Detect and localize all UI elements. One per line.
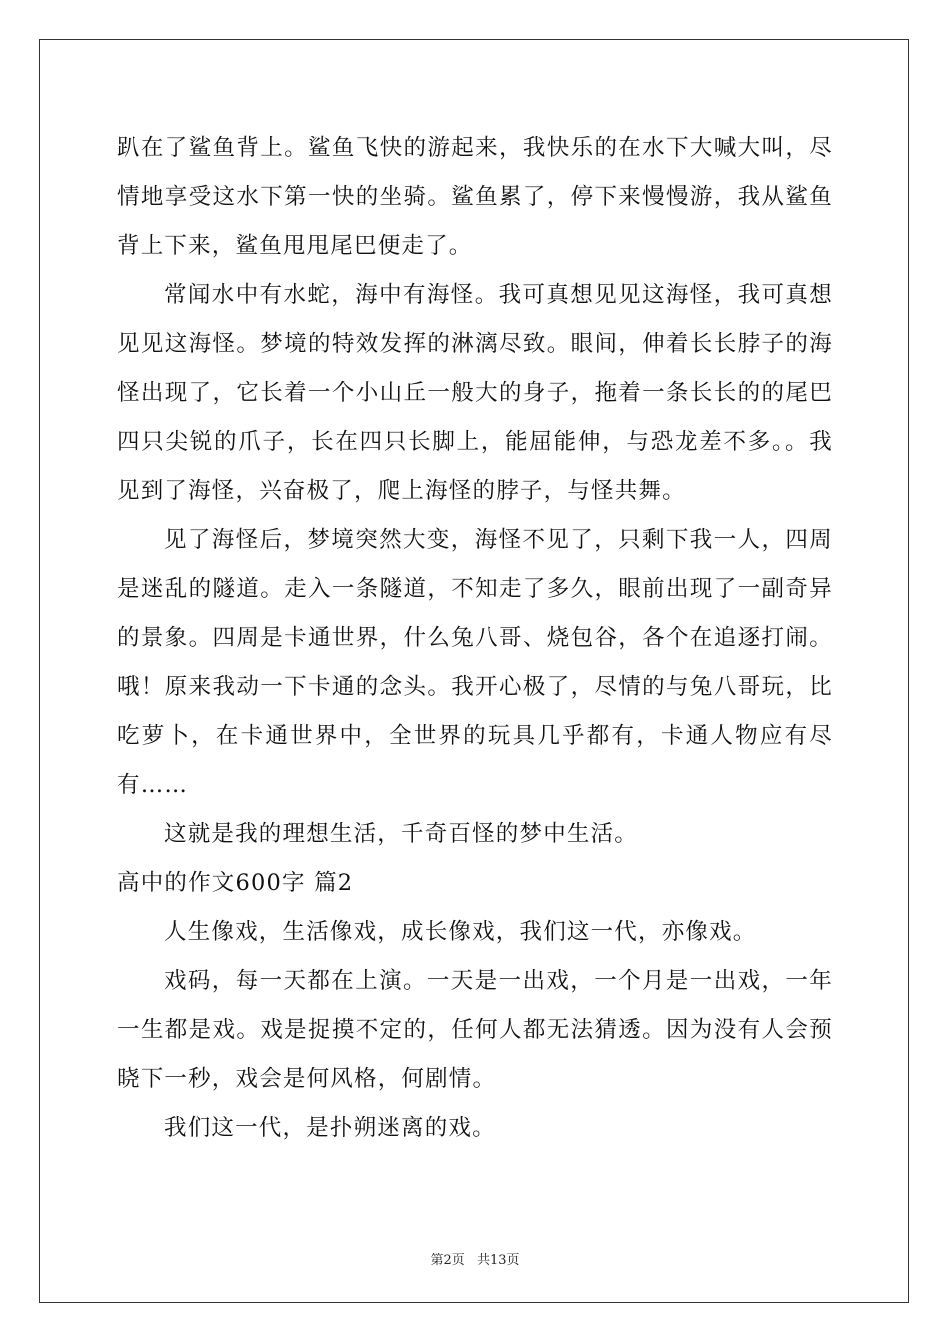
section-heading: 高中的作文600字 篇2	[117, 870, 354, 896]
paragraph: 人生像戏，生活像戏，成长像戏，我们这一代，亦像戏。	[164, 919, 757, 945]
paragraph: 趴在了鲨鱼背上。鲨鱼飞快的游起来，我快乐的在水下大喊大叫，尽情地享受这水下第一快的坐骑。鲨鱼累了，停下来慢慢游，我从鲨鱼背上下来，鲨鱼甩甩尾巴便走了。	[117, 135, 833, 259]
paragraph: 这就是我的理想生活，千奇百怪的梦中生活。	[164, 821, 639, 847]
page-number: 第2页	[430, 1253, 465, 1268]
paragraph: 见了海怪后，梦境突然大变，海怪不见了，只剩下我一人，四周是迷乱的隧道。走入一条隧道，不知走了多久，眼前出现了一副奇异的景象。四周是卡通世界，什么兔八哥、烧包谷，各个在追逐打闹。哦！原来我动一下卡通的念头。我开心极了，尽情的与兔八哥玩，比吃萝卜，在卡通世界中，全世界的玩具几乎都有，卡通人物应有尽有……	[117, 527, 833, 798]
document-body	[117, 124, 833, 1153]
page-total: 共13页	[476, 1253, 520, 1268]
page-footer	[0, 1249, 950, 1268]
paragraph: 戏码，每一天都在上演。一天是一出戏，一个月是一出戏，一年一生都是戏。戏是捉摸不定的，任何人都无法猜透。因为没有人会预晓下一秒，戏会是何风格，何剧情。	[117, 968, 833, 1092]
paragraph: 我们这一代，是扑朔迷离的戏。	[164, 1115, 496, 1141]
paragraph: 常闻水中有水蛇，海中有海怪。我可真想见见这海怪，我可真想见见这海怪。梦境的特效发挥的淋漓尽致。眼间，伸着长长脖子的海怪出现了，它长着一个小山丘一般大的身子，拖着一条长长的的尾巴四只尖锐的爪子，长在四只长脚上，能屈能伸，与恐龙差不多。。我见到了海怪，兴奋极了，爬上海怪的脖子，与怪共舞。	[117, 282, 833, 504]
